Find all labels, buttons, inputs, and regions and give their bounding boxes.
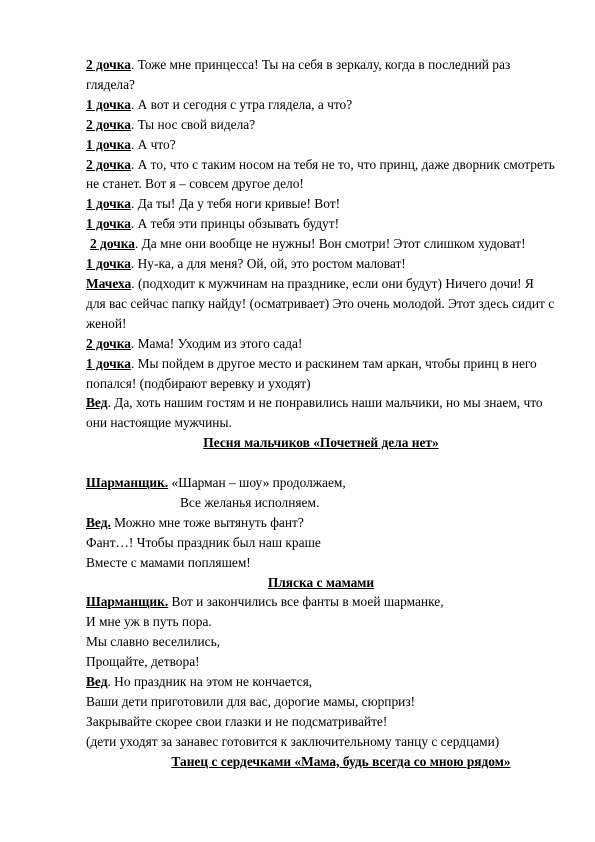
speaker-label: Вед <box>86 674 108 690</box>
blank-line <box>86 453 556 473</box>
dialogue-line <box>86 513 556 533</box>
speaker-label: Шарманщик. <box>86 475 169 491</box>
speaker-label: 2 дочка <box>86 116 131 132</box>
dialogue-line <box>86 155 556 195</box>
line-text: . Ну-ка, а для меня? Ой, ой, это ростом маловат! <box>130 256 406 272</box>
line-text: . А вот и сегодня с утра глядела, а что? <box>130 96 353 112</box>
line-text: Вот и закончились все фанты в моей шарманке, <box>168 594 444 610</box>
dialogue-line <box>86 55 556 95</box>
speaker-label: 1 дочка <box>86 216 131 232</box>
verse-line: Ваши дети приготовили для вас, дорогие мамы, сюрприз! <box>86 693 416 709</box>
line-text: Можно мне тоже вытянуть фант? <box>110 514 304 530</box>
speaker-label: Шарманщик. <box>86 594 169 610</box>
speaker-label: 2 дочка <box>86 335 131 351</box>
verse-line: Мы славно веселились, <box>86 634 221 650</box>
dialogue-line <box>86 393 556 433</box>
line-text: . А что? <box>130 136 176 152</box>
dialogue-line <box>86 234 556 254</box>
dance-heading: Пляска с мамами <box>267 574 375 590</box>
speaker-label: 1 дочка <box>86 355 131 371</box>
line-text: . Ты нос свой видела? <box>130 116 256 132</box>
continuation-line: Все желанья исполняем. <box>180 494 320 510</box>
dialogue-line <box>86 672 556 692</box>
final-dance-heading: Танец с сердечками «Мама, будь всегда со мною рядом» <box>171 753 511 769</box>
line-text: . Да мне они вообще не нужны! Вон смотри! Этот слишком худоват! <box>134 236 526 252</box>
dialogue-line <box>86 115 556 135</box>
line-text: . Но праздник на этом не кончается, <box>107 674 313 690</box>
speaker-label: 2 дочка <box>86 57 131 72</box>
dialogue-line <box>86 95 556 115</box>
line-text: . А тебя эти принцы обзывать будут! <box>130 216 340 232</box>
verse-line: Фант…! Чтобы праздник был наш краше <box>86 534 321 550</box>
line-text: . Мама! Уходим из этого сада! <box>130 335 303 351</box>
speaker-label: 1 дочка <box>86 196 131 212</box>
verse-line: И мне уж в путь пора. <box>86 614 212 630</box>
document-page <box>86 55 556 772</box>
speaker-label: Мачеха <box>86 275 132 291</box>
verse-line: Закрывайте скорее свои глазки и не подсматривайте! <box>86 713 388 729</box>
dialogue-line <box>86 135 556 155</box>
line-text: «Шарман – шоу» продолжаем, <box>168 475 346 491</box>
stage-direction: (дети уходят за занавес готовится к заключительному танцу с сердцами) <box>86 733 500 749</box>
dialogue-line <box>86 592 556 612</box>
dialogue-line <box>86 354 556 394</box>
line-text: . Тоже мне принцесса! Ты на себя в зеркалу, когда в последний раз глядела? <box>86 57 511 92</box>
line-text: . (подходит к мужчинам на празднике, если они будут) Ничего дочи! Я для вас сейчас папку найду! (осматривает) Это очень молодой. Этот здесь сидит с женой! <box>86 275 555 331</box>
line-text: . Да ты! Да у тебя ноги кривые! Вот! <box>130 196 341 212</box>
dialogue-line <box>86 274 556 334</box>
line-text: . Мы пойдем в другое место и раскинем там аркан, чтобы принц в него попался! (подбирают веревку и уходят) <box>86 355 537 391</box>
speaker-label: 2 дочка <box>90 236 135 252</box>
speaker-label: 1 дочка <box>86 136 131 152</box>
speaker-label: Вед <box>86 395 108 411</box>
speaker-label: Вед. <box>86 514 111 530</box>
speaker-label: 1 дочка <box>86 256 131 272</box>
dialogue-line <box>86 334 556 354</box>
dialogue-line <box>86 254 556 274</box>
line-text: . Да, хоть нашим гостям и не понравились наши мальчики, но мы знаем, что они настоящие мужчины. <box>86 395 543 431</box>
verse-line: Прощайте, детвора! <box>86 654 200 670</box>
line-text: . А то, что с таким носом на тебя не то, что принц, даже дворник смотреть не станет. Вот я – совсем другое дело! <box>86 156 555 192</box>
song-heading: Песня мальчиков «Почетней дела нет» <box>203 435 439 451</box>
speaker-label: 2 дочка <box>86 156 131 172</box>
speaker-label: 1 дочка <box>86 96 131 112</box>
dialogue-line <box>86 194 556 214</box>
dialogue-line <box>86 214 556 234</box>
dialogue-line <box>86 473 556 493</box>
verse-line: Вместе с мамами попляшем! <box>86 554 251 570</box>
